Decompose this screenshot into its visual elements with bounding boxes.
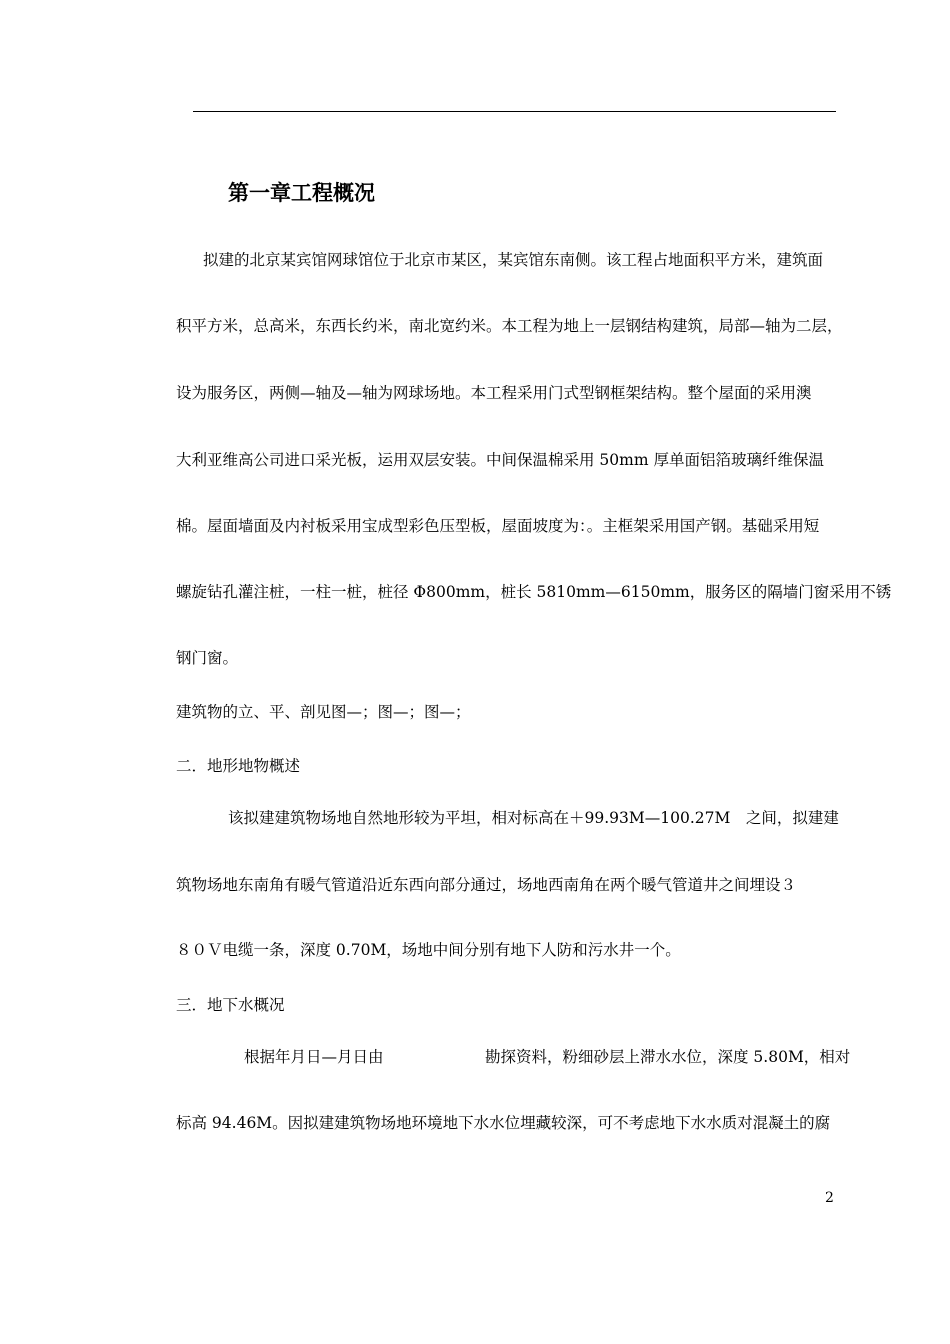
text-line: ８０Ｖ电缆一条，深度 0.70M，场地中间分别有地下人防和污水井一个。 <box>176 941 681 959</box>
text-line: 螺旋钻孔灌注桩，一柱一桩，桩径 Φ800mm，桩长 5810mm—6150mm，服务区的隔墙门窗采用不锈 <box>176 583 892 601</box>
section-title-groundwater: 三．地下水概况 <box>176 996 285 1014</box>
text-line: 棉。屋面墙面及内衬板采用宝成型彩色压型板，屋面坡度为：。主框架采用国产钢。基础采用短 <box>176 517 820 535</box>
text-line: 设为服务区，两侧—轴及—轴为网球场地。本工程采用门式型钢框架结构。整个屋面的采用澳 <box>176 384 812 402</box>
text-line: 拟建的北京某宾馆网球馆位于北京市某区，某宾馆东南侧。该工程占地面积平方米，建筑面 <box>203 251 824 269</box>
chapter-heading: 第一章工程概况 <box>228 181 375 205</box>
text-line: 钢门窗。 <box>176 649 239 667</box>
page-number: 2 <box>825 1190 834 1206</box>
text-line: 该拟建建筑物场地自然地形较为平坦，相对标高在＋99.93M—100.27M 之间，拟建建 <box>228 809 839 827</box>
text-line: 根据年月日—月日由 <box>244 1048 384 1066</box>
section-title-terrain: 二．地形地物概述 <box>176 757 301 775</box>
text-line: 大利亚维高公司进口采光板，运用双层安装。中间保温棉采用 50mm 厚单面铝箔玻璃纤维保温 <box>176 451 824 469</box>
text-line: 标高 94.46M。因拟建建筑物场地环境地下水水位埋藏较深，可不考虑地下水水质对混凝土的腐 <box>176 1114 831 1132</box>
text-line: 积平方米，总高米，东西长约米，南北宽约米。本工程为地上一层钢结构建筑，局部—轴为二层， <box>176 317 843 335</box>
text-line: 勘探资料，粉细砂层上滞水水位，深度 5.80M，相对 <box>485 1048 851 1066</box>
figures-reference: 建筑物的立、平、剖见图—；图—；图—； <box>176 703 471 721</box>
header-rule <box>193 111 836 112</box>
text-line: 筑物场地东南角有暖气管道沿近东西向部分通过，场地西南角在两个暖气管道井之间埋设３ <box>176 876 797 894</box>
